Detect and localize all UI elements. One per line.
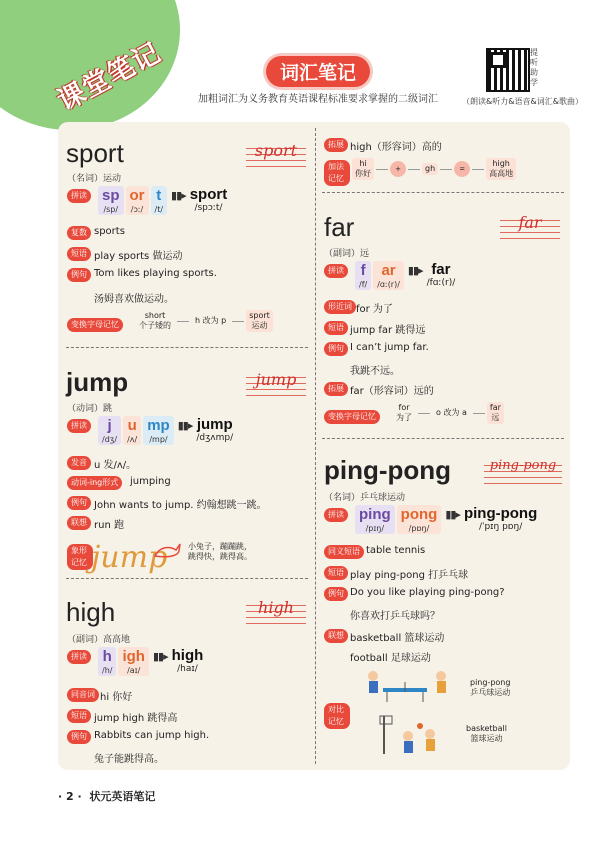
- example-cn: 汤姆喜欢做运动。: [94, 294, 174, 305]
- memory-flow: [352, 158, 516, 180]
- flow-to: sport 运动: [246, 310, 273, 332]
- arrow-icon: ▮▮▸: [177, 419, 193, 432]
- arrow-icon: ▮▮▸: [445, 508, 460, 521]
- tag-association: 联想: [324, 629, 348, 643]
- art-caption: 小兔子，蹦蹦跳， 跳得快，跳得高。: [188, 542, 252, 561]
- syllable: u /ʌ/: [123, 416, 141, 445]
- tag-association: 联想: [67, 516, 91, 530]
- entry-word: far: [324, 212, 355, 242]
- basketball-illustration: [378, 712, 448, 756]
- phonics-row: [98, 186, 227, 215]
- phonics-row: [98, 647, 203, 676]
- page-footer: [58, 788, 155, 804]
- tag-extend: 拓展: [324, 382, 348, 396]
- image-caption: ping-pong 乒乓球运动: [470, 678, 511, 697]
- phrase-text: play sports 做运动: [94, 251, 183, 262]
- tag-example: 例句: [67, 496, 91, 510]
- arrow-icon: ▮▮▸: [171, 189, 186, 202]
- tag-homophone: 同音词: [67, 688, 99, 702]
- equals-icon: =: [454, 161, 470, 177]
- sound-text: u 发/ʌ/。: [94, 460, 137, 471]
- example-cn: 兔子能跳得高。: [94, 754, 164, 765]
- flow-rule: o 改为 a: [436, 408, 467, 417]
- entry-word: sport: [66, 138, 124, 168]
- handwriting-box: [484, 460, 562, 484]
- synonym-text: table tennis: [366, 545, 426, 556]
- homophone-text: hi 你好: [100, 692, 133, 703]
- full-word: far /fɑː(r)/: [426, 261, 456, 288]
- phonics-row: [355, 261, 455, 290]
- section-title: 课堂笔记: [52, 37, 167, 118]
- phrase-text: jump high 跳得高: [94, 713, 178, 724]
- tag-synonym: 同义短语: [324, 545, 364, 559]
- flow-part: gh: [422, 163, 438, 175]
- similar-text: for 为了: [356, 304, 393, 315]
- tag-spell: 拼读: [67, 419, 91, 433]
- tag-spell: 拼读: [67, 189, 91, 203]
- column-divider: [315, 128, 316, 764]
- phonics-row: [98, 416, 233, 445]
- full-word: jump /dʒʌmp/: [196, 416, 234, 443]
- syllable: pong /pɒŋ/: [397, 505, 442, 534]
- example-cn: 我跳不远。: [350, 366, 400, 377]
- qr-caption: （朗读&听力&语音&词汇&歌曲）: [462, 97, 583, 106]
- part-of-speech: （副词）高高地: [67, 635, 131, 645]
- phrase-text: play ping-pong 打乒乓球: [350, 570, 469, 581]
- handwriting-word: sport: [254, 141, 298, 160]
- flow-from: short 个子矮的: [139, 311, 171, 330]
- banner-title: 词汇笔记: [266, 56, 370, 87]
- part-of-speech: （名词）运动: [67, 174, 122, 184]
- syllable: t /t/: [151, 186, 168, 215]
- memory-flow: [392, 402, 504, 424]
- full-word: high /haɪ/: [171, 647, 204, 674]
- plus-icon: +: [390, 161, 406, 177]
- book-title: 状元英语笔记: [89, 790, 156, 803]
- tag-similar: 形近词: [324, 300, 356, 314]
- divider: [66, 578, 308, 579]
- plural-text: sports: [94, 226, 125, 237]
- full-word: sport /spɔːt/: [189, 186, 228, 213]
- tag-memory: 加法记忆: [324, 160, 350, 186]
- tag-spell: 拼读: [324, 508, 348, 522]
- memory-flow: [135, 310, 273, 332]
- divider: [322, 192, 564, 193]
- syllable: h /h/: [98, 647, 116, 676]
- flow-rule: h 改为 p: [195, 316, 227, 325]
- flow-from: for 为了: [396, 403, 412, 422]
- association-text: basketball 篮球运动: [350, 633, 445, 644]
- qr-side-text: 提听助学: [530, 48, 538, 87]
- full-word: ping-pong /ˈpɪŋ pɒŋ/: [463, 505, 538, 532]
- tag-phrase: 短语: [324, 566, 348, 580]
- tag-ing: 动词-ing形式: [67, 476, 122, 490]
- handwriting-box: [246, 600, 306, 624]
- syllable: sp /sp/: [98, 186, 124, 215]
- tag-pictograph: 象形记忆: [67, 544, 93, 570]
- arrow-icon: ▮▮▸: [407, 264, 423, 277]
- phonics-row: [355, 505, 537, 534]
- extend-text: far（形容词）远的: [350, 386, 434, 397]
- phrase-text: jump far 跳得远: [350, 325, 426, 336]
- example-en: Tom likes playing sports.: [94, 268, 217, 279]
- tag-example: 例句: [324, 587, 348, 601]
- handwriting-word: far: [518, 213, 542, 232]
- flow-result: high 高高地: [486, 158, 516, 180]
- syllable: mp /mp/: [143, 416, 174, 445]
- entry-word: high: [66, 597, 116, 627]
- jump-art: jump: [91, 540, 168, 575]
- page-number: · 2 ·: [58, 790, 82, 803]
- entry-word: jump: [66, 367, 129, 397]
- example-cn: 你喜欢打乒乓球吗？: [350, 611, 440, 622]
- handwriting-box: [246, 143, 306, 167]
- divider: [322, 438, 564, 439]
- association-text: football 足球运动: [350, 653, 431, 664]
- divider: [66, 347, 308, 348]
- part-of-speech: （副词）远: [324, 249, 370, 259]
- arrow-icon: ▮▮▸: [152, 650, 168, 663]
- syllable: j /dʒ/: [98, 416, 121, 445]
- rabbit-icon: [152, 538, 182, 560]
- syllable: igh /aɪ/: [118, 647, 149, 676]
- syllable: or /ɔː/: [126, 186, 149, 215]
- part-of-speech: （动词）跳: [67, 404, 113, 414]
- part-of-speech: （名词）乒乓球运动: [324, 493, 406, 503]
- tag-sound: 发音: [67, 456, 91, 470]
- qr-code-icon[interactable]: [486, 48, 530, 92]
- handwriting-word: jump: [255, 370, 297, 389]
- syllable: ar /ɑː(r)/: [373, 261, 404, 290]
- handwriting-word: ping-pong: [489, 458, 557, 473]
- subtitle: 加粗词汇为义务教育英语课程标准要求掌握的二级词汇: [198, 94, 438, 105]
- extend-text: high（形容词）高的: [350, 142, 442, 153]
- flow-to: far 远: [487, 402, 504, 424]
- tag-phrase: 短语: [324, 321, 348, 335]
- handwriting-box: [246, 372, 306, 396]
- tag-plural: 复数: [67, 226, 91, 240]
- tag-spell: 拼读: [324, 264, 348, 278]
- tag-memory: 变换字母记忆: [67, 318, 123, 332]
- tag-phrase: 短语: [67, 709, 91, 723]
- tag-extend: 拓展: [324, 138, 348, 152]
- ing-text: jumping: [130, 476, 171, 487]
- example-text: John wants to jump. 约翰想跳一跳。: [94, 500, 267, 511]
- example-en: I can’t jump far.: [350, 342, 429, 353]
- tag-example: 例句: [67, 268, 91, 282]
- image-caption: basketball 篮球运动: [466, 724, 507, 743]
- association-text: run 跑: [94, 520, 124, 531]
- tag-compare: 对比记忆: [324, 703, 350, 729]
- flow-part: hi 你好: [352, 158, 374, 180]
- syllable: ping /pɪŋ/: [355, 505, 395, 534]
- entry-word: ping-pong: [324, 455, 452, 485]
- handwriting-word: high: [258, 598, 294, 617]
- tag-example: 例句: [67, 730, 91, 744]
- example-en: Do you like playing ping-pong?: [350, 587, 505, 598]
- tag-spell: 拼读: [67, 650, 91, 664]
- handwriting-box: [500, 215, 560, 239]
- tag-memory: 变换字母记忆: [324, 410, 380, 424]
- example-en: Rabbits can jump high.: [94, 730, 210, 741]
- tag-example: 例句: [324, 342, 348, 356]
- tag-phrase: 短语: [67, 247, 91, 261]
- syllable: f /f/: [355, 261, 371, 290]
- ping-pong-illustration: [365, 668, 455, 704]
